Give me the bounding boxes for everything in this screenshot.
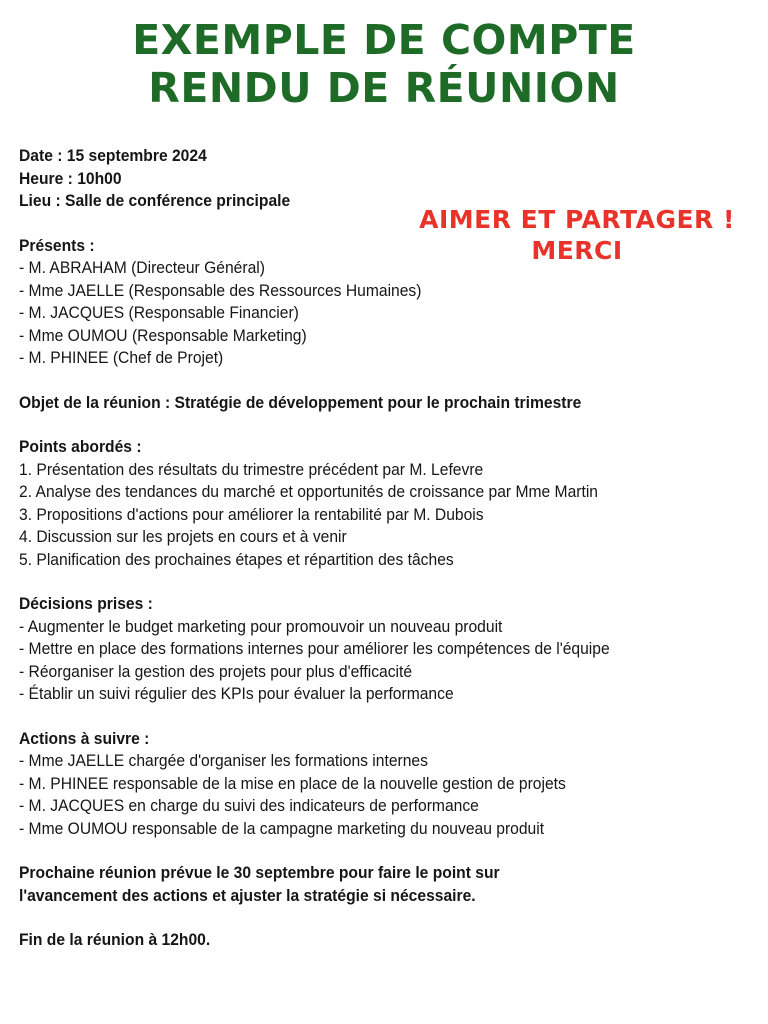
topics-list	[19, 459, 700, 572]
decisions-list	[19, 616, 700, 706]
next-meeting-line-2: l'avancement des actions et ajuster la stratégie si nécessaire.	[19, 885, 476, 905]
meeting-date: Date : 15 septembre 2024	[19, 146, 207, 165]
decisions-heading: Décisions prises :	[19, 594, 153, 613]
document-title	[0, 16, 768, 112]
title-line-1: EXEMPLE DE COMPTE	[132, 16, 636, 64]
list-item: 2. Analyse des tendances du marché et opportunités de croissance par Mme Martin	[19, 482, 598, 501]
meeting-end: Fin de la réunion à 12h00.	[19, 930, 211, 949]
share-banner-line-2: MERCI	[531, 236, 623, 265]
share-banner-line-1: AIMER ET PARTAGER !	[419, 205, 735, 234]
attendees-list	[19, 257, 700, 370]
list-item: - Mme JAELLE (Responsable des Ressources Humaines)	[19, 280, 422, 300]
list-item: - Réorganiser la gestion des projets pour plus d'efficacité	[19, 661, 413, 681]
list-item: - M. JACQUES (Responsable Financier)	[19, 303, 299, 322]
list-item: - M. PHINEE (Chef de Projet)	[19, 348, 224, 367]
list-item: 5. Planification des prochaines étapes et répartition des tâches	[19, 549, 454, 569]
spacer	[19, 907, 700, 929]
spacer	[19, 571, 700, 593]
spacer	[19, 840, 700, 862]
spacer	[19, 370, 700, 392]
list-item: - Mme OUMOU responsable de la campagne marketing du nouveau produit	[19, 818, 545, 838]
spacer	[19, 213, 700, 235]
meeting-subject: Objet de la réunion : Stratégie de développement pour le prochain trimestre	[19, 392, 582, 412]
actions-heading: Actions à suivre :	[19, 728, 150, 748]
title-line-2: RENDU DE RÉUNION	[148, 64, 620, 112]
spacer	[19, 414, 700, 436]
list-item: - M. ABRAHAM (Directeur Général)	[19, 258, 265, 277]
meeting-minutes-body	[19, 145, 700, 952]
list-item: - Mme OUMOU (Responsable Marketing)	[19, 325, 307, 345]
list-item: - Mettre en place des formations internes pour améliorer les compétences de l'équipe	[19, 639, 610, 658]
list-item: - M. PHINEE responsable de la mise en place de la nouvelle gestion de projets	[19, 773, 566, 793]
list-item: - M. JACQUES en charge du suivi des indicateurs de performance	[19, 796, 479, 815]
next-meeting-line-1: Prochaine réunion prévue le 30 septembre pour faire le point sur	[19, 863, 500, 882]
list-item: 3. Propositions d'actions pour améliorer la rentabilité par M. Dubois	[19, 504, 484, 524]
attendees-heading: Présents :	[19, 235, 95, 255]
list-item: - Établir un suivi régulier des KPIs pour évaluer la performance	[19, 684, 454, 703]
list-item: - Mme JAELLE chargée d'organiser les formations internes	[19, 751, 428, 770]
list-item: 4. Discussion sur les projets en cours et à venir	[19, 527, 347, 546]
meeting-place: Lieu : Salle de conférence principale	[19, 191, 291, 210]
list-item: 1. Présentation des résultats du trimestre précédent par M. Lefevre	[19, 459, 484, 479]
topics-heading: Points abordés :	[19, 437, 142, 456]
actions-list	[19, 750, 700, 840]
list-item: - Augmenter le budget marketing pour promouvoir un nouveau produit	[19, 616, 503, 636]
spacer	[19, 706, 700, 728]
meeting-time: Heure : 10h00	[19, 168, 122, 188]
